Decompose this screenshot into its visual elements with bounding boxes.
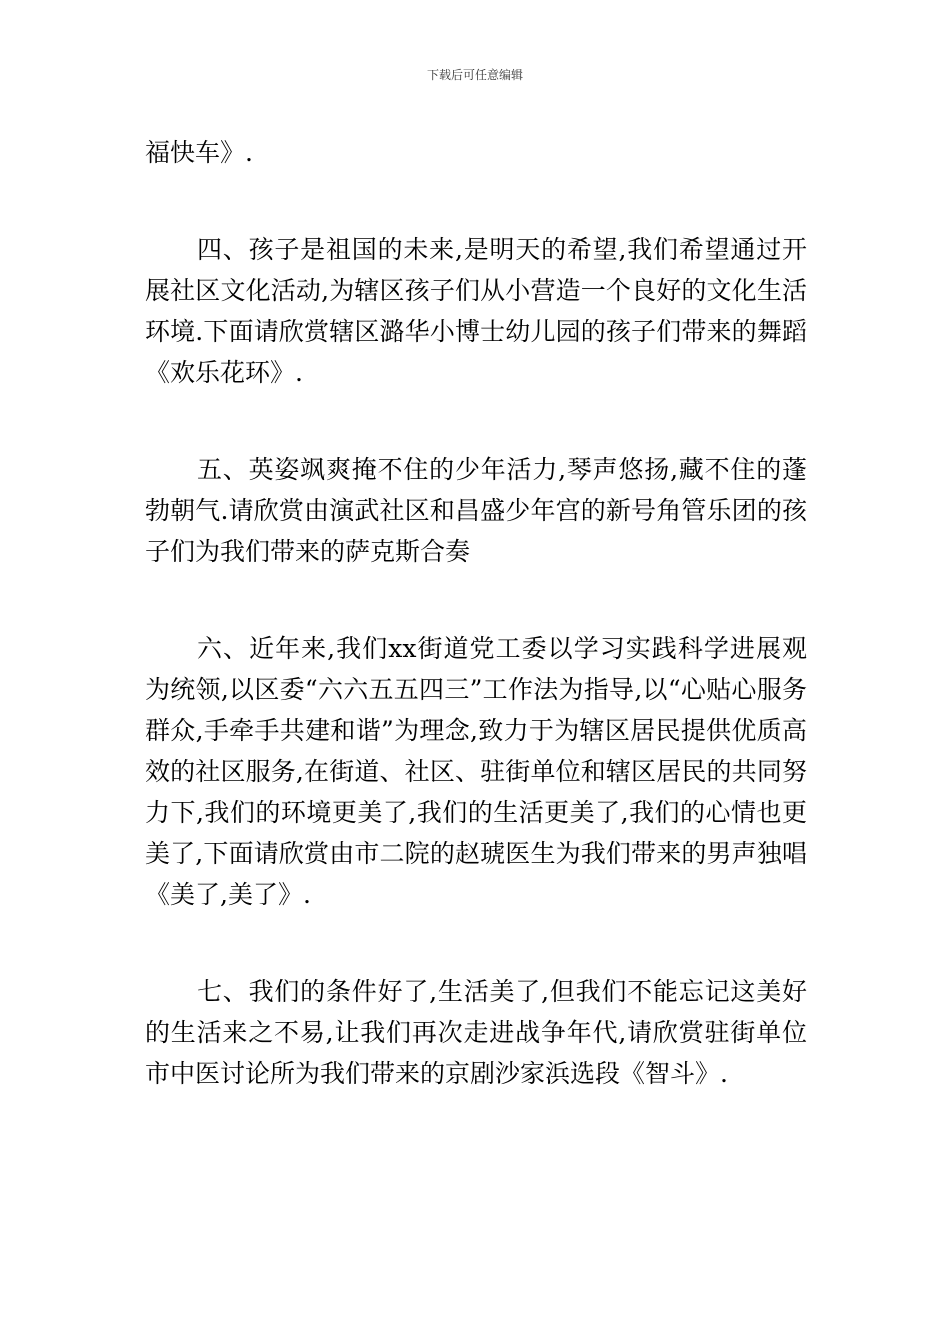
paragraph-six: 六、近年来,我们xx街道党工委以学习实践科学进展观为统领,以区委“六六五五四三”工作法为指导,以“心贴心服务群众,手牵手共建和谐”为理念,致力于为辖区居民提供优质高效的社区服务,在街道、社区、驻街单位和辖区居民的共同努力下,我们的环境更美了,我们的生活更美了,我们的心情也更美了,下面请欣赏由市二院的赵琥医生为我们带来的男声独唱《美了,美了》.: [145, 634, 807, 909]
paragraph-gap: [145, 393, 807, 449]
document-body: [145, 132, 807, 1094]
paragraph-gap: [145, 572, 807, 628]
paragraph-seven: 七、我们的条件好了,生活美了,但我们不能忘记这美好的生活来之不易,让我们再次走进战争年代,请欣赏驻街单位市中医讨论所为我们带来的京剧沙家浜选段《智斗》.: [145, 977, 807, 1088]
page-header-note: 下载后可任意编辑: [426, 68, 523, 82]
paragraph-gap: [145, 173, 807, 229]
paragraph-five: 五、英姿飒爽掩不住的少年活力,琴声悠扬,藏不住的蓬勃朝气.请欣赏由演武社区和昌盛少年宫的新号角管乐团的孩子们为我们带来的萨克斯合奏: [145, 455, 807, 566]
paragraph-gap: [145, 915, 807, 971]
paragraph-continuation: 福快车》.: [145, 138, 253, 167]
paragraph-four: 四、孩子是祖国的未来,是明天的希望,我们希望通过开展社区文化活动,为辖区孩子们从小营造一个良好的文化生活环境.下面请欣赏辖区潞华小博士幼儿园的孩子们带来的舞蹈《欢乐花环》.: [145, 235, 807, 387]
